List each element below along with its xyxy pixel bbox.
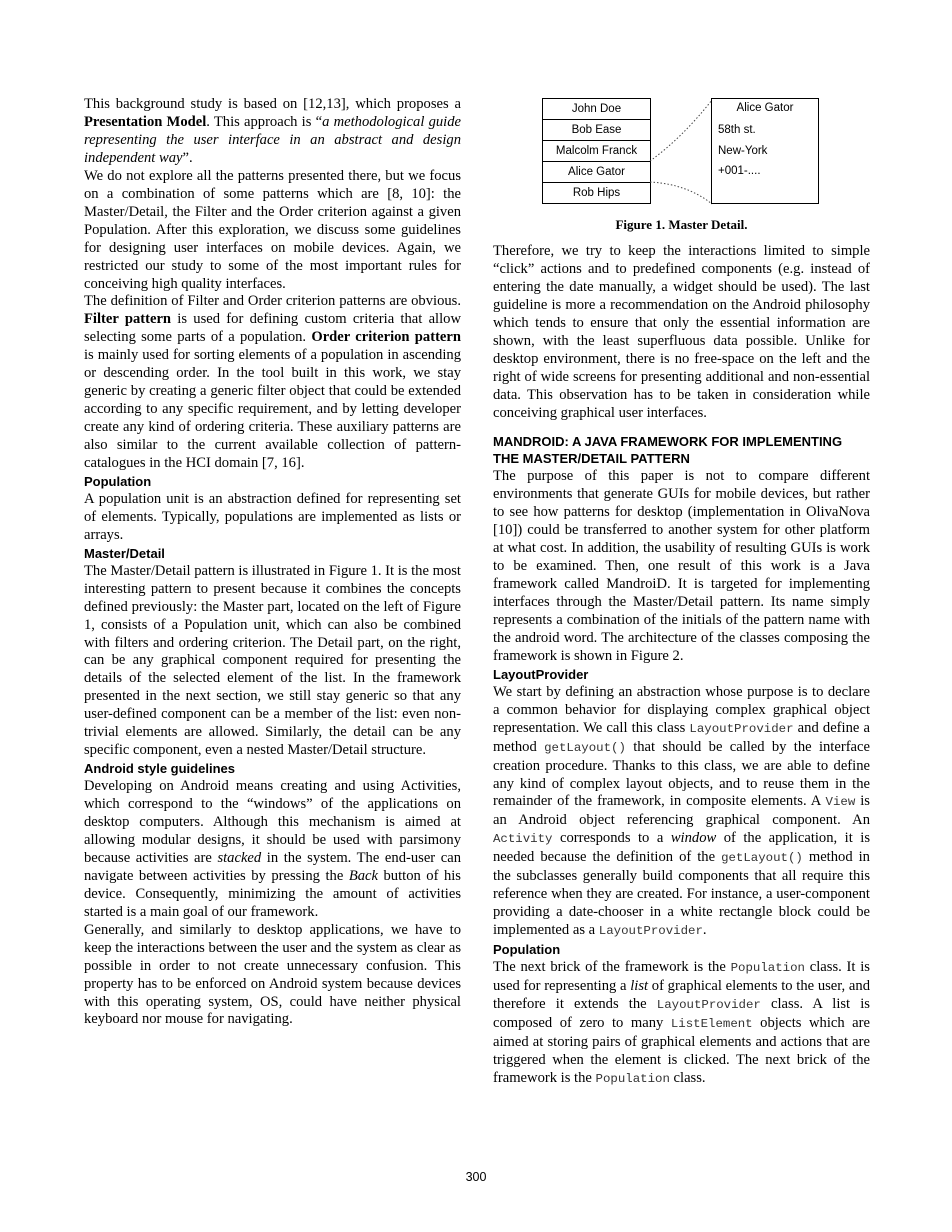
text-span: The purpose of this paper is not to compare different environments that generate GUIs for mobile devices, but rather to see how patterns for desktop (implementation in OlivaNova [10]) could be transferred to another system for other platform at what cost. In addition, the usability of resulting GUIs is work to be examined. Then, one result of this work is a Java framework called MandroiD. It is targeted for implementing interfaces through the Master/Detail pattern. Its name simply represents a combination of the initials of the pattern name with the android word. The architecture of the classes composing the framework is shown in Figure 2. bbox=[493, 468, 870, 664]
code-span: Activity bbox=[493, 832, 553, 847]
text-span: corresponds to a bbox=[552, 830, 671, 847]
text-span: button of his device. Consequently, minimizing the amount of activities started is a main goal of our framework. bbox=[84, 867, 461, 920]
detail-line: New-York bbox=[718, 144, 768, 157]
italic-span: stacked bbox=[217, 849, 262, 866]
paragraph bbox=[84, 96, 461, 168]
text-span: ”. bbox=[182, 149, 193, 166]
detail-line: +001-.... bbox=[718, 165, 761, 177]
section-heading: MANDROID: A JAVA FRAMEWORK FOR IMPLEMENTING THE MASTER/DETAIL PATTERN bbox=[493, 433, 843, 467]
code-span: View bbox=[825, 795, 856, 810]
paragraph bbox=[84, 922, 461, 1030]
text-span: is an Android object referencing graphical component. An bbox=[493, 793, 870, 829]
left-column bbox=[84, 96, 461, 1029]
bold-span: Order criterion pattern bbox=[311, 329, 462, 346]
list-item: Malcolm Franck bbox=[543, 141, 650, 162]
paragraph bbox=[493, 468, 870, 665]
text-span: objects which are aimed at storing pairs of graphical elements and actions that are triggered when the element is clicked. The next brick of the framework is the bbox=[493, 1014, 871, 1086]
text-span: Therefore, we try to keep the interactions limited to simple “click” actions and to predefined components (e.g. instead of entering the date manually, a widget should be used). The last guideline is more a recommendation on the Android philosophy which tends to ensure that only the essential information are shown, with the least superfluous data possible. Unlike for desktop environment, there is no free-space on the left and the right of wide screens for presenting additional and non-essential data. This observation has to be taken in consideration while conceiving graphical user interfaces. bbox=[493, 243, 870, 421]
bold-span: Presentation Model bbox=[84, 113, 207, 130]
paragraph bbox=[493, 243, 870, 423]
text-span: is mainly used for sorting elements of a population in ascending or descending order. In the tool built in this work, we stay generic by creating a generic filter object that could be extended according to any specific requirement, and by letting developer create any kind of ordering criteria. These auxiliary patterns are also similar to the current available collection of pattern-catalogues in the HCI domain [7, 16]. bbox=[84, 347, 461, 472]
text-span: The Master/Detail pattern is illustrated in Figure 1. It is the most interesting pattern to present because it combines the concepts defined previously: the Master part, located on the left of Figure 1, consists of a Population unit, which can also be combined with filters and ordering criterion. The Detail part, on the right, can be any graphical component required for presenting the details of the selected element of the list. In the framework presented in the next section, we still stay generic so that any user-defined component can be a member of the list: even non-trivial elements are allowed. Similarly, the detail can be any specific component, even a nested Master/Detail structure. bbox=[84, 562, 461, 759]
text-span: We do not explore all the patterns presented there, but we focus on a combination of some patterns which are [8, 10]: the Master/Detail, the Filter and the Order criterion against a given Population. After this exploration, we discuss some guidelines for designing user interfaces on mobile devices. Again, we restricted our study to some of the most important rules for conceiving high quality interfaces. bbox=[84, 167, 461, 292]
text-span: class. bbox=[669, 1069, 706, 1086]
detail-panel bbox=[711, 98, 819, 204]
bold-span: Filter pattern bbox=[84, 311, 172, 328]
text-span: in the system. The end-user can navigate between activities by pressing the bbox=[84, 849, 461, 884]
text-span: method in the subclasses generally build components that all require this reference when they are created. For instance, a user-component providing a date-chooser in a white rectangle block could be implemented as a bbox=[493, 849, 870, 939]
list-item: John Doe bbox=[543, 99, 650, 120]
text-span: of graphical elements to the user, and therefore it extends the bbox=[493, 977, 870, 1012]
section-heading: Population bbox=[84, 474, 152, 490]
detail-line: 58th st. bbox=[718, 124, 756, 136]
text-span: class. A list is composed of zero to many bbox=[493, 995, 870, 1031]
code-span: LayoutProvider bbox=[689, 721, 794, 736]
figure-master-detail bbox=[542, 98, 822, 206]
text-span: Developing on Android means creating and using Activities, which correspond to the “windows” of the applications on desktop computers. Although this mechanism is aimed at allowing modular designs, it should be used with parsimony because activities are bbox=[84, 778, 461, 866]
code-span: LayoutProvider bbox=[656, 997, 761, 1012]
code-span: getLayout() bbox=[544, 740, 626, 755]
paragraph bbox=[84, 563, 461, 760]
paragraph bbox=[493, 959, 870, 1089]
detail-title: Alice Gator bbox=[736, 102, 794, 114]
spacer bbox=[493, 423, 870, 433]
text-span: of the application, it is needed because the definition of the bbox=[493, 830, 870, 866]
code-span: Population bbox=[595, 1071, 670, 1086]
code-span: ListElement bbox=[670, 1016, 753, 1031]
italic-span: window bbox=[670, 830, 717, 847]
right-column bbox=[493, 243, 870, 1089]
section-heading: LayoutProvider bbox=[493, 666, 589, 682]
code-span: getLayout() bbox=[721, 851, 803, 866]
italic-span: list bbox=[630, 977, 649, 994]
list-item: Rob Hips bbox=[572, 187, 621, 199]
list-item: Alice Gator bbox=[543, 162, 650, 183]
text-span: This background study is based on [12,13], which proposes a bbox=[84, 96, 461, 112]
paragraph bbox=[84, 491, 461, 545]
code-span: LayoutProvider bbox=[598, 924, 703, 939]
paragraph bbox=[84, 168, 461, 294]
section-heading: Master/Detail bbox=[84, 545, 165, 561]
figure-caption: Figure 1. Master Detail. bbox=[615, 217, 748, 232]
text-span: The definition of Filter and Order criterion patterns are obvious. bbox=[84, 293, 461, 310]
text-span: The next brick of the framework is the bbox=[493, 958, 731, 975]
text-span: . This approach is “ bbox=[206, 113, 323, 130]
text-span: Generally, and similarly to desktop applications, we have to keep the interactions between the user and the system as clear as possible in order to not create unnecessary confusion. This property has to be enforced on Android system because devices with this operating system, OS, could have neither physical keyboard nor mouse for navigating. bbox=[84, 921, 461, 1028]
text-span: . bbox=[702, 922, 707, 939]
text-span: and define a method bbox=[493, 719, 870, 755]
paragraph bbox=[84, 293, 461, 473]
text-span: class. It is used for representing a bbox=[493, 958, 870, 994]
code-span: Population bbox=[730, 960, 805, 975]
text-span: that should be called by the interface creation procedure. Thanks to this class, we are able to define any kind of complex layout objects, and to reuse them in the remainder of the framework, in composite elements. A bbox=[493, 738, 870, 810]
list-item: Bob Ease bbox=[543, 120, 650, 141]
text-span: A population unit is an abstraction defined for representing set of elements. Typically, populations are implemented as lists or arrays. bbox=[84, 490, 461, 543]
page-number: 300 bbox=[465, 1170, 487, 1184]
section-heading: Population bbox=[493, 942, 561, 958]
italic-span: Back bbox=[348, 867, 378, 884]
section-heading: Android style guidelines bbox=[84, 761, 235, 777]
paragraph bbox=[493, 684, 870, 941]
italic-span: a methodological guide representing the user interface in an abstract and design independent way bbox=[84, 113, 461, 166]
paragraph bbox=[84, 778, 461, 922]
text-span: We start by defining an abstraction whose purpose is to declare a common behavior for displaying complex graphical object representation. We call this class bbox=[493, 683, 870, 736]
text-span: is used for defining custom criteria that allow selecting some parts of a population. bbox=[84, 311, 461, 346]
